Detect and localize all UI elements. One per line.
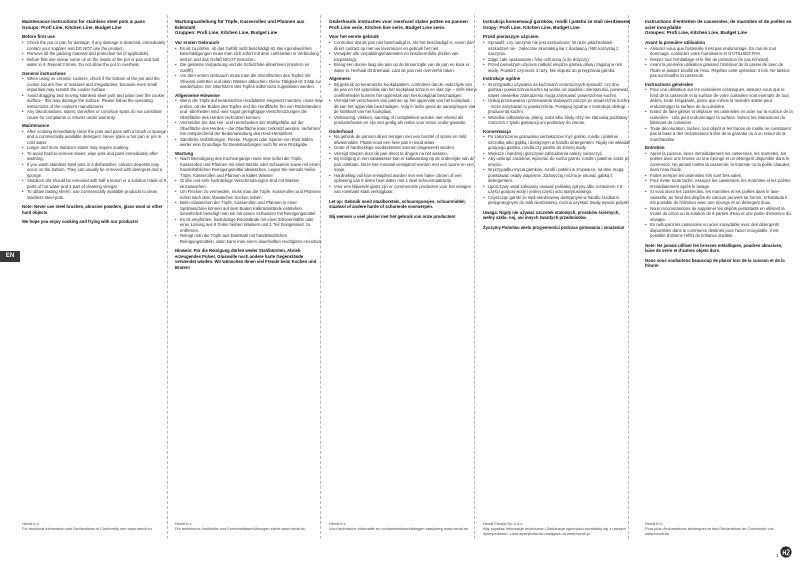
instruction-list [483,40,631,73]
list-item: • Check the pot or pan for damage. If any damage is detected, immediately contact your supplier and DO NOT use the product. [22,40,170,51]
instruction-list [22,76,170,120]
list-item: • Remove all the packing material and protective foil (if applicable). [22,51,170,57]
list-item: • To avoid hard-to-remove stains, wipe pots and pans immediately after washing. [22,151,170,162]
footer-de: Hendi b.v. Für technische Auskünfte und Konformitätserklärungen siehe www.hendi.eu [175,521,306,531]
list-item: • Unikaj przesuwania i przesuwania stalowych naczyń po powierzchni kuchni - może zarysować to powierzchnię. Postępuj zgodnie z instrukcją obsługi producenta kuchni. [483,98,631,115]
list-item: • Avant la première utilisation graissez l'intérieur de la casserole avec de l'huile et laissez bouillir de l'eau. Répétez cette opération 3 fois. Ne laissez pas surchauffer la casserole. [645,62,793,79]
list-item: • Grote of hardnekkige voedselresten kunnen losgeweekt worden. [329,145,477,151]
section-heading: Przed pierwszym użyciem [483,34,539,40]
instruction-list [483,134,631,206]
section-heading: Konserwacja [483,128,511,134]
list-item: • Es ist zu prüfen, ob das Gefäß nicht beschädigt ist. Bei irgendwelchen Beschädigungen muss man sich sofort mit dem Lieferanten in Verbindung setzen und das Gefäß NICHT benutzen. [175,46,323,63]
list-item: • Um Flecken zu vermeiden, muss man die Töpfe, Kasserollen und Pfannen sofort nach dem Abwaschen trocken reiben. [175,189,323,200]
section-title: Instructions d'entretien de casseroles, de marmites et de poêles en acier inoxydable Groupes: Profi Line, Kitchen Line, Budget Line [645,19,792,36]
hendi-logo-icon [780,546,792,558]
list-item: • Breng een dunne laag olie aan op de binnenzijde van de pan en kook er water in. Herhaal dit driemaal. Laat de pan niet oververhit raken. [329,62,477,73]
list-item: • Es ist empfohlen, hartnäckige Rückstände mit einer Zitronenhälfte oder einer Lösung aus 9 Teilen heißen Wassers und 1 Teil Essigessenz zu entfernen. [175,217,323,234]
note-text: Note: Ne jamais utiliser les brosses métalliques, poudres abrasives, laine de verre et d'autres objets durs. [645,242,783,254]
list-item: • Nous recommandons de supprimer les dépôts persistants en utilisant la moitié du citron ou la solution de 9 parties d'eau et une partie d'essence du vinaigre. [645,206,793,223]
note-text: We hope you enjoy cooking and frying with our products! [22,219,139,225]
page-number: 1 [776,553,779,558]
section-heading: Onderhoud [329,128,354,134]
list-item: • Reinigt man die Töpfe aus Edelstahl mit handelsüblichen Reinigungsmitteln, dann kann man einen dauerhaften Hochglanz erreichen. [175,233,323,244]
section-heading: Before first use [22,34,56,40]
list-item: • Vermijd strepen door de pan direct te drogen na het wassen. [329,151,477,157]
column-pl [483,19,631,230]
list-item: • Bij reiniging in een vaatwasser kan er kalkaanslag op de onderzijde van de pan ontstaan. Deze kan meestal verwijderd worden met een spons en een sopje. [329,156,477,173]
list-item: • Sämtliche Verfärbungen, Flecke, Flugrost oder Spuren von Rost bilden weder eine Grundlage für Beanstandungen noch für eine Rückgabe. [175,137,323,148]
list-item: • Retirez tout l'emballage et le film de protection (le cas échéant). [645,57,793,63]
instruction-list [645,87,793,142]
list-item: • W przypadku mycia garnków, rondli i patelni w zmywarce, na dnie mogą powstawać osady wapienne. Zazwyczaj można je usunąć gąbką z detergentem. [483,167,631,184]
instruction-list [329,82,477,126]
section-heading: Entretien [645,145,665,151]
section-title: Maintenance instructions for stainless steel pots & pans Groups: Profi Line, Kitchen Line, Budget Line [22,19,146,30]
list-item: • Verkleuring, vlekken, aanslag of roestplekken worden niet erkend als productefouten en zijn niet geldig als reden voor retour onder garantie. [329,115,477,126]
list-item: • Die gesamte Verpackung und die Schutzfolie abnehmen (insofern es zutrifft). [175,62,323,73]
instruction-list [22,40,170,68]
note-text: Nous vous souhaitons beaucoup de plaisir lors de la cuisson et de la friture! [645,257,785,269]
section-heading: Vor ersten Gebrauch [175,40,220,46]
instruction-list [22,129,170,201]
language-tab: EN [0,251,20,262]
section-heading: Voor het eerste gebruik [329,34,379,40]
list-item: • Pour une utilisation sur les cuisinières céramiques, assurez-vous que le fond de la casserole et la surface de votre cuisinière sont exempts de tout débris, toute irrégularité, parce que même la moindre saleté peut endommager la surface de la cuisinière. [645,87,793,109]
list-item: • To obtain lasting sheen, use commercially available products to clean stainless steel pots. [22,189,170,200]
section-heading: Allgemeine Hinweise [175,92,220,98]
list-item: • Przed pierwszym użyciem natłuść wnętrze garnka oliwą i zagotuj w nim wodę. Powtórz czynność 3 razy. Nie dopuść do przegrzania garnka. [483,62,631,73]
list-item: • When using on ceramic cookers, check if the bottom of the pot and the cooker top are free of residues and irregularities, because even small impurities may scratch the cooker surface. [22,76,170,93]
list-item: • Beim Abwaschen der Töpfe, Kasserollen und Pfannen in einer Spülmaschine können auf dem Boden Kalkrückstände entstehen. Gewöhnlich beseitigt man sie mit einem Schwamm mit Reinigungsmittel. [175,200,323,217]
list-item: • Sprawdź, czy naczynie nie jest uszkodzone. W razie jakichkolwiek uszkodzeń nie - zwłocznie skontaktuj się z dostawcą i NIE korzystaj z naczynia. [483,40,631,57]
section-heading: General instructions [22,70,66,76]
list-item: • Si vous lavez les casseroles, les marmites et les poêles dans le lave-vaisselle, au fond des dépôts de calcium peuvent se former. D'habitude il est possible de l'éliminer avec une éponge et un détergent doux. [645,189,793,206]
note-text: Uwaga: Nigdy nie używać szczotek stalowych, proszków ściernych, wełny szkla- nej, ani innych twardych przedmiotów. [483,209,620,221]
section-heading: Instrukcje ogólne [483,76,521,81]
instruction-list [483,82,631,126]
instruction-list [329,134,477,195]
note-text: Życzymy Państwu wielu przyjemności podczas gotowania i smażenia! [483,224,625,230]
list-item: • Any discolorations, stains, tarnishes or corrosion spots do not constitute cause for complaints or returns under warranty. [22,109,170,120]
list-item: • Verwijder alle verpakkingsmaterialen en beschermfolie (indien van toepassing). [329,51,477,62]
list-item: • Evitez de faire glisser et déplacer les ustensiles en acier sur la surface de la cuisinière - cela peut endommager la surface. Suivez les instructions du fabricant de cuisinière. [645,109,793,126]
list-item: • W przypadku używania na kuchniach ceramicznych sprawdź, czy dno garnka i powierzchnia kuchni są wolne od osadów i nierówności, ponieważ nawet niewielkie zabrudzenia mogą zarysować powierzchnię kuchni. [483,82,631,99]
note-text: Hinweis: Für die Reinigung dürfen weder Stahlbürsten, Abrieb erzeugendes Pulver, Glaswolle noch andere harte Gegenstände verwendet werden. Wir wünschen Ihnen viel Freude beim Kochen und Braten! [175,248,317,270]
list-item: • Avoid dragging and moving stainless steel pots and pans over the cooker surface - this may damage the surface. Please follow the operating instructions of the cooker's manufacturer. [22,93,170,110]
footer-fr: Hendi B.V. Pour plus d'informations techniques et des Déclarations de Conformité voir www.hendi.eu [645,521,774,536]
list-item: • Nach Beendigung des Kochvorgangs muss man sofort die Töpfe, Kasserollen und Pfannen mit einer Bürste oder Schwamm sowie mit einem handelsüblichen Reinigungsmittel abwaschen. Legen Sie niemals heiße Töpfe, Kasserollen und Pfannen in kaltes Wasser. [175,156,323,178]
list-item: • Larger and more stubborn stains may require soaking. [22,145,170,151]
list-item: • Controleer dat de pan niet beschadigd is. Als het beschadigd is, neem dan direct contact op met uw leverancier en gebruik het niet. [329,40,477,51]
section-heading: Algemeen [329,76,351,81]
section-heading: Wartung [175,150,194,156]
section-heading: Avant la première utilisation [645,40,706,46]
section-heading: Instructions générales [645,81,694,87]
list-item: • Aby uniknąć zacieków, wycierać do sucha garnki, rondle i patelnie zaraz po umyciu. [483,156,631,167]
list-item: • Toute décoloration, taches, tout dépôt et les traces de rouille ne constituent pas la base à des réclamations à titre de la garantie ou à un retour de la marchandise. [645,126,793,143]
instruction-list [645,151,793,239]
list-item: • Stubborn dirt should be removed with half a lemon or a solution made of 9 parts of hot water and 1 part of cleaning vinegar. [22,178,170,189]
footer-nl: Hendi b.v. Voor technische informatie en conformiteitsverklaringen raadpleeg www.hendi.eu [329,521,469,531]
list-item: • Pour éviter toute tache, essuyez les casseroles, les marmites et les poêles immédiatement après le lavage. [645,178,793,189]
list-item: • Voor een blijvende glans zijn er commerciële producten voor het reinigen van roestvast staal verkrijgbaar. [329,184,477,195]
list-item: • Wenn die Töpfe auf keramischen Herdplatten eingesetzt werden, muss man prüfen, ob der Boden des Topfes und die Herdfläche frei von Rückständen und -überheiten sind, weil sogar geringfügige Verschmutzungen die Oberfläche des Herdes zerkratzen können. [175,98,323,120]
instruction-list [175,98,323,148]
instruction-list [645,46,793,79]
instruction-list [175,156,323,244]
list-item: • Vermeiden Sie das Hin- und Herschieben der Stahlgefäße auf der Oberfläche des Herdes – die Oberfläche kann zerkratzt werden. Verfahren Sie entsprechend der Bedienanleitung des Herd-Herstellers. [175,120,323,137]
list-item: • Faites tremper les ustensiles s'ils sont très sales. [645,173,793,179]
list-item: • Before first use smear some oil on the inside of the pot or pan and boil water in it. Repeat 3 times. Do not allow the pot to overheat. [22,57,170,68]
instruction-list [175,46,323,90]
section-title: Instrukcja konserwacji garnków, rondli i patelni ze stali nierdzewnej Grupy: Profi Line, Kitchen Line, Budget Line [483,19,631,30]
note-text: Wij wensen u veel plezier met het gebruik van onze producten! [329,213,456,219]
list-item: • Na gebruik de pannen direct reinigen met een borstel of spons en mild afwasmiddel. Plaats nooit een hete pan in koud water. [329,134,477,145]
note-text: Let op: Gebruik nooit staalborstels, schuursponsjes, schuurmiddel, staalwol of andere harde of schurende voorwerpen. [329,198,466,210]
instruction-list [329,40,477,73]
column-de [175,19,323,270]
list-item: • Czyszcząc garnki ze stali nierdzewnej dostępnymi w handlu środkami pielęgnacyjnymi do stali nierdzewnej, można uzyskać trwały wysoki połysk. [483,195,631,206]
column-en [22,19,170,225]
list-item: • Assurez-vous que l'ustensile n'est pas endommagé. En cas de tout dommage, contactez votre fournisseur et N'UTILISEZ PAS. [645,46,793,57]
list-item: • Uporczywy osad zalecamy usuwać połówką cytryny albo roztworem z 9 części gorącej wody i jednej części octu spirytusowego. [483,184,631,195]
footer-pl: Hendi Polska Sp. z o.o. Aby uzyskać informacje techniczne i Deklaracje zgodności skontaktuj się z naszym dystrybutorem. Lista dystrybutorów dostępna na www.hendi.pl. [483,521,626,536]
list-item: • Po zakończeniu gotowania niezwłocznie myć garnki, rondle i patelnie szczotką albo gąbką i dostępnym w handlu detergentem. Nigdy nie wkładać gorącego garnka, rondla czy patelni do zimnej wody. [483,134,631,151]
list-item: • Hardnekkig vuil kan verwijderd worden met een halve citroen of een oplossing van 9 delen heet water met 1 deel schoonmaakazijn. [329,173,477,184]
footer-en: Hendi b.v. For technical information and Declarations of Conformity see www.hendi.eu [22,521,152,531]
list-item: • Vor dem ersten Gebrauch muss man die Innenflächen des Topfes mit Olivenöl einfetten und darin Wasser abkochen. Diese Tätigkeit ist 3 Mal zu wiederholen. Ein Überhitzen des Topfes sollte nicht zugelassen werden. [175,73,323,90]
list-item: • Wszelkie odbarwienia, plamy, nalot albo ślady rdzy nie stanowią podstawy roszczeń z tytułu gwarancji ani podstawy do zwrotu. [483,115,631,126]
column-nl [329,19,477,219]
list-item: • Après la cuisson, lavez immédiatement les casseroles, les marmites, les poêles avec une brosse ou une éponge et un détergent disponible dans le commerce. Ne jamais mettre la casserole, la marmite ou la poêle chaudes dans l'eau froide. [645,151,793,173]
section-title: Onderhouds instructies voor roestvast stalen potten en pannen Profi Line serie, Kitchen line serie, Budget Line serie. [329,19,468,30]
section-title: Wartungsanleitung für Töpfe, Kasserollen und Pfannen aus Edelstahl Gruppen: Profi Line, Kitchen Line, Budget Line [175,19,305,36]
note-text: Note: Never use steel brushes, abrasive powders, glass wool or other hard objects. [22,204,163,215]
list-item: • Vermijd het verschuiven van pannen op het oppervlak van het kookplaat - dit kan het oppervlak beschadigen. Volg in ieder geval de aanwijzingen van de fabrikant van het kookplaat. [329,98,477,115]
section-heading: Maintenance [22,123,50,129]
list-item: • Bij gebruik op keramische kookplaatsen, controleer dat de onderzijde van de pan en het oppervlak van het kookplaat schoon en vlak zijn – zelfs kleine oneffenheden kunnen het oppervlak van het kookplaat beschadigen. [329,82,477,99]
list-item: • Większe i bardziej uporczywe zabrudzenia należy namoczyć. [483,151,631,157]
list-item: • Zdjąć całe opakowanie i folię ochronną (o ile dotyczy). [483,57,631,63]
column-fr [645,19,793,269]
list-item: • After cooking immediately clean the pots and pans with a brush or sponge and a commercially available detergent. Never place a hot pan or pot in cold water. [22,129,170,146]
list-item: • Große und sehr hartnäckige Verschmutzungen sind mit Wasser einzuweichen. [175,178,323,189]
list-item: • If you wash stainless steel pots in a dishwasher, calcium deposits may occur on the bottom. They can usually be removed with detergent and a sponge. [22,162,170,179]
list-item: • En nettoyant les casseroles en acier inoxydable avec des détergents disponibles dans le commerce destinés pour l'acier inoxydable, il est possible d'obtenir l'effet de brillance durable. [645,222,793,239]
